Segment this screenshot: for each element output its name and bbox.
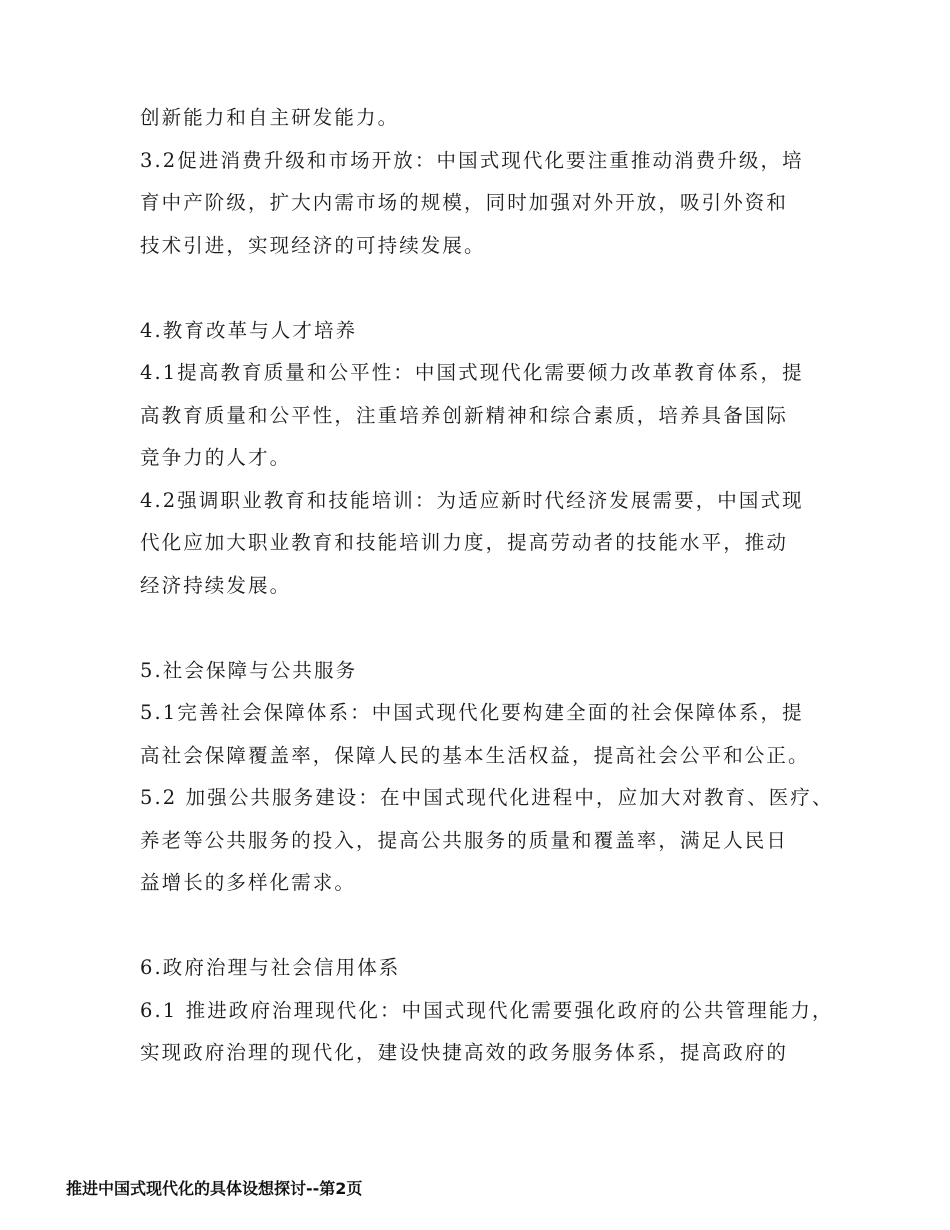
paragraph-line: 益增长的多样化需求。: [140, 871, 357, 894]
paragraph-line: 竞争力的人才。: [140, 446, 292, 469]
section-heading: 4.教育改革与人才培养: [140, 318, 358, 342]
paragraph-line: 高教育质量和公平性，注重培养创新精神和综合素质，培养具备国际: [140, 403, 789, 427]
paragraph-line: 育中产阶级，扩大内需市场的规模，同时加强对外开放，吸引外资和: [140, 191, 789, 214]
paragraph-line: 技术引进，实现经济的可持续发展。: [140, 233, 486, 257]
paragraph-line: 高社会保障覆盖率，保障人民的基本生活权益，提高社会公平和公正。: [140, 743, 810, 767]
paragraph-line: 5.2 加强公共服务建设：在中国式现代化进程中，应加大对教育、医疗、: [140, 786, 834, 809]
paragraph-line: 6.1 推进政府治理现代化：中国式现代化需要强化政府的公共管理能力，: [140, 998, 834, 1022]
paragraph-line: 实现政府治理的现代化，建设快捷高效的政务服务体系，提高政府的: [140, 1041, 789, 1064]
paragraph-line: 5.1完善社会保障体系：中国式现代化要构建全面的社会保障体系，提: [140, 701, 804, 724]
paragraph-line: 养老等公共服务的投入，提高公共服务的质量和覆盖率，满足人民日: [140, 828, 789, 852]
page-footer: 推进中国式现代化的具体设想探讨--第2页: [66, 1179, 363, 1198]
paragraph-line: 4.1提高教育质量和公平性：中国式现代化需要倾力改革教育体系，提: [140, 361, 804, 384]
paragraph-line: 创新能力和自主研发能力。: [140, 106, 400, 129]
paragraph-spacer: [140, 274, 840, 317]
paragraph-line: 代化应加大职业教育和技能培训力度，提高劳动者的技能水平，推动: [140, 531, 789, 554]
paragraph-spacer: [140, 912, 840, 955]
section-heading: 5.社会保障与公共服务: [140, 658, 358, 682]
document-body: [140, 104, 840, 1082]
paragraph-line: 经济持续发展。: [140, 573, 292, 597]
paragraph-line: 3.2促进消费升级和市场开放：中国式现代化要注重推动消费升级，培: [140, 148, 804, 172]
paragraph-line: 4.2强调职业教育和技能培训：为适应新时代经济发展需要，中国式现: [140, 488, 804, 512]
section-heading: 6.政府治理与社会信用体系: [140, 956, 401, 979]
paragraph-spacer: [140, 614, 840, 657]
